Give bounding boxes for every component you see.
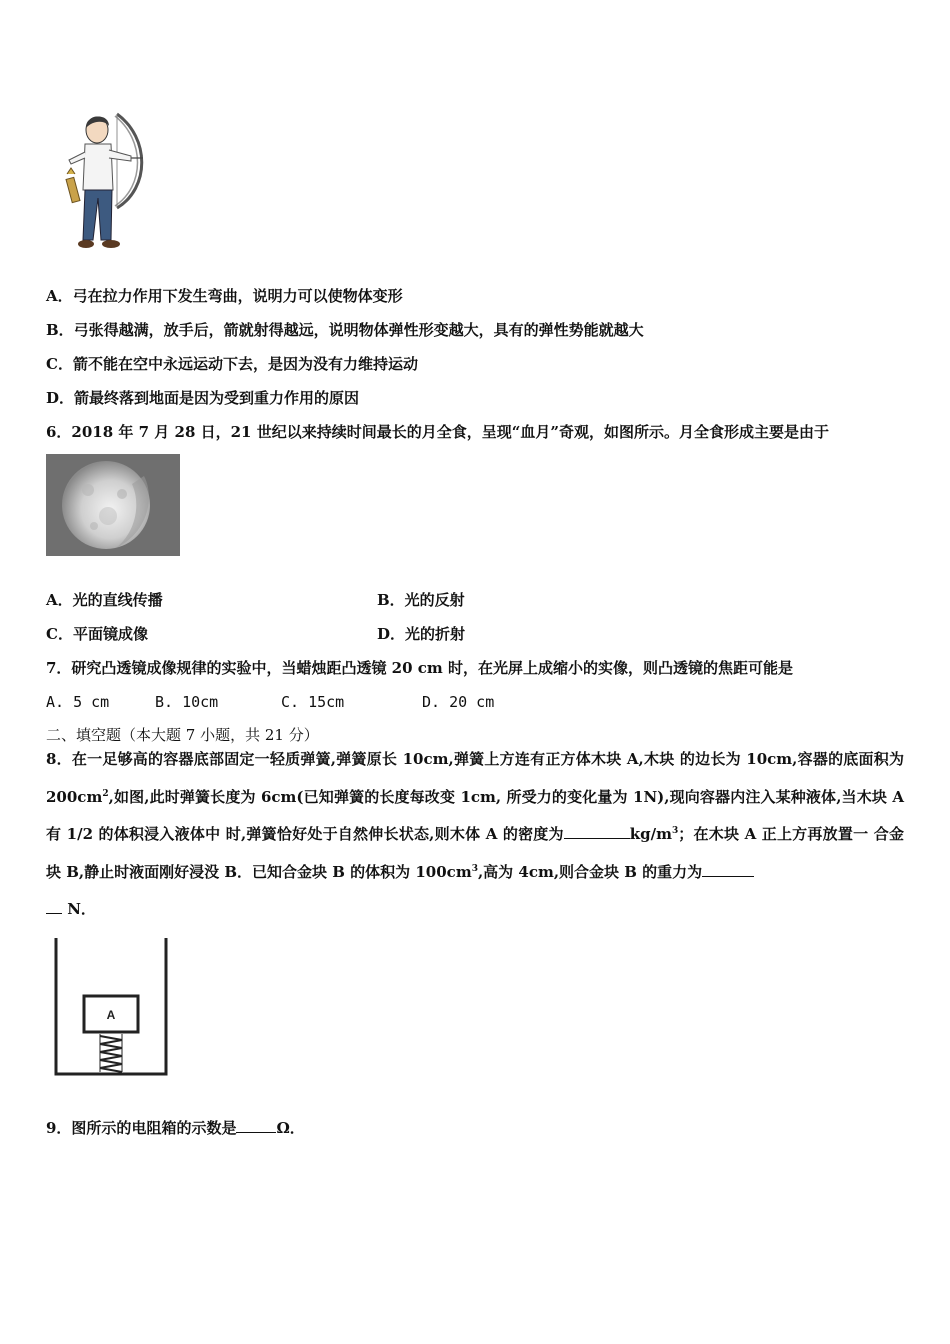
q7-option-a: A. 5 cm: [46, 693, 110, 711]
container-spring-figure: [50, 936, 172, 1082]
q8-density-blank[interactable]: [564, 824, 630, 839]
q6-option-b: B．光的反射: [377, 591, 465, 609]
q9-stem-text: 9．图所示的电阻箱的示数是: [46, 1119, 237, 1137]
q7-option-d: D. 20 cm: [422, 693, 495, 711]
q6-stem: 6．2018 年 7 月 28 日，21 世纪以来持续时间最长的月全食，呈现“血月”奇观，如图所示。月全食形成主要是由于: [46, 423, 829, 441]
q7-option-c: C. 15cm: [281, 693, 345, 711]
q8-weight-blank[interactable]: [702, 862, 754, 877]
q7-stem: 7．研究凸透镜成像规律的实验中，当蜡烛距凸透镜 20 cm 时，在光屏上成缩小的实像，则凸透镜的焦距可能是: [46, 659, 793, 677]
q5-option-d: D．箭最终落到地面是因为受到重力作用的原因: [46, 389, 360, 407]
q8-sup-density: 3: [672, 826, 679, 836]
q8-weight-blank-cont[interactable]: [46, 899, 62, 914]
q6-option-c: C．平面镜成像: [46, 625, 148, 643]
q8-text-part4: ,高为 4cm,则合金块 B 的重力为: [477, 862, 703, 881]
spring: [100, 1034, 122, 1072]
q8-sup-volume: 3: [471, 863, 478, 874]
q8-text-part3: ；在木块 A 正上方再放置一 合金块 B,静止时液面刚好浸没 B．已知合金块 B 的体积为 100cm: [46, 825, 904, 881]
q8-text: [46, 741, 904, 929]
q8-sup-area: 2: [102, 788, 109, 799]
q5-option-b: B．弓张得越满，放手后，箭就射得越远，说明物体弹性形变越大，具有的弹性势能就越大: [46, 321, 644, 339]
q6-option-d: D．光的折射: [377, 625, 466, 643]
q8-density-unit: kg/m: [629, 825, 672, 843]
archer-figure: [55, 108, 150, 253]
section-heading: 二、填空题（本大题 7 小题，共 21 分）: [46, 726, 319, 744]
q9-stem: [46, 1118, 305, 1138]
q8-text-part1: 8．在一足够高的容器底部固定一轻质弹簧,弹簧原长 10cm,弹簧上方连有正方体木块 A,木块 的边长为 10cm,容器的底面积为 200cm: [46, 750, 904, 806]
q5-option-a: A．弓在拉力作用下发生弯曲，说明力可以使物体变形: [46, 287, 403, 305]
block-a-label: A: [106, 1008, 116, 1022]
q9-blank[interactable]: [236, 1118, 276, 1133]
q8-text-part2: ,如图,此时弹簧长度为 6cm(已知弹簧的长度每改变 1cm, 所受力的变化量为 1N),现向容器内注入某种液体,当木块 A 有 1/2 的体积浸入液体中 时,弹簧恰好处于自然伸长状态,则木体 A 的密度为: [46, 787, 904, 843]
blood-moon-photo: [46, 454, 180, 556]
q8-text-part5: N．: [62, 900, 96, 918]
q5-option-c: C．箭不能在空中永远运动下去，是因为没有力维持运动: [46, 355, 418, 373]
q9-unit: Ω．: [276, 1119, 305, 1137]
q6-option-a: A．光的直线传播: [46, 591, 163, 609]
q7-option-b: B. 10cm: [155, 693, 219, 711]
